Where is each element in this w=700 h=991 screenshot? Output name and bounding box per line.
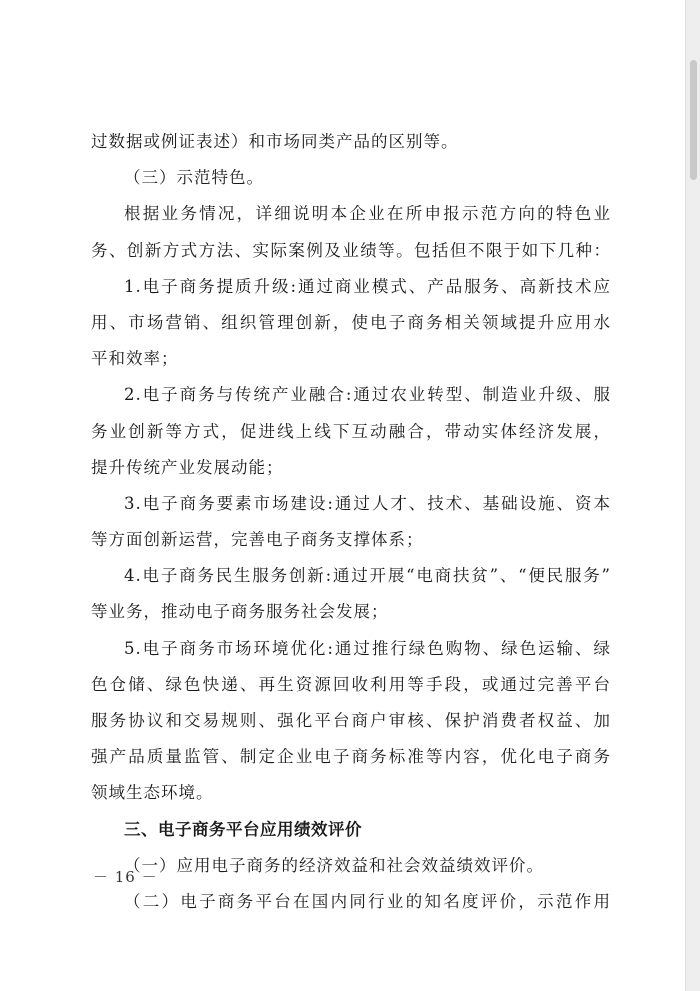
body-line: 务、创新方式方法、实际案例及业绩等。包括但不限于如下几种： [91,240,611,260]
list-item-line: 强产品质量监管、制定企业电子商务标准等内容，优化电子商务 [91,747,611,767]
list-item-line: 4.电子商务民生服务创新:通过开展“电商扶贫”、“便民服务” [124,566,611,586]
list-item-line: 色仓储、绿色快递、再生资源回收利用等手段，或通过完善平台 [91,674,611,694]
body-line: 根据业务情况，详细说明本企业在所申报示范方向的特色业 [124,204,611,224]
list-item-line: 领域生态环境。 [91,783,214,803]
section-heading: 三、电子商务平台应用绩效评价 [124,819,362,839]
vertical-scrollbar[interactable] [685,0,700,991]
list-item-line: 等方面创新运营，完善电子商务支撑体系； [91,530,424,550]
page-number: － 16 － [93,868,158,886]
list-item-line: 3.电子商务要素市场建设:通过人才、技术、基础设施、资本 [124,493,611,513]
body-line: 过数据或例证表述）和市场同类产品的区别等。 [91,132,459,151]
subsection-title: （三）示范特色。 [124,168,264,188]
subsection-title: （二）电子商务平台在国内同行业的知名度评价，示范作用 [124,891,611,911]
list-item-line: 等业务，推动电子商务服务社会发展； [91,602,389,622]
subsection-title: （一）应用电子商务的经济效益和社会效益绩效评价。 [124,855,544,875]
list-item-line: 5.电子商务市场环境优化:通过推行绿色购物、绿色运输、绿 [124,638,611,658]
list-item-line: 2.电子商务与传统产业融合:通过农业转型、制造业升级、服 [124,385,611,405]
list-item-line: 1.电子商务提质升级:通过商业模式、产品服务、高新技术应 [124,276,611,296]
page-body [91,124,611,920]
scrollbar-thumb[interactable] [690,60,697,180]
list-item-line: 务业创新等方式，促进线上线下互动融合，带动实体经济发展， [91,421,611,441]
list-item-line: 提升传统产业发展动能； [91,457,284,477]
list-item-line: 服务协议和交易规则、强化平台商户审核、保护消费者权益、加 [91,711,611,730]
list-item-line: 用、市场营销、组织管理创新，使电子商务相关领域提升应用水 [91,312,611,332]
list-item-line: 平和效率； [91,349,179,369]
